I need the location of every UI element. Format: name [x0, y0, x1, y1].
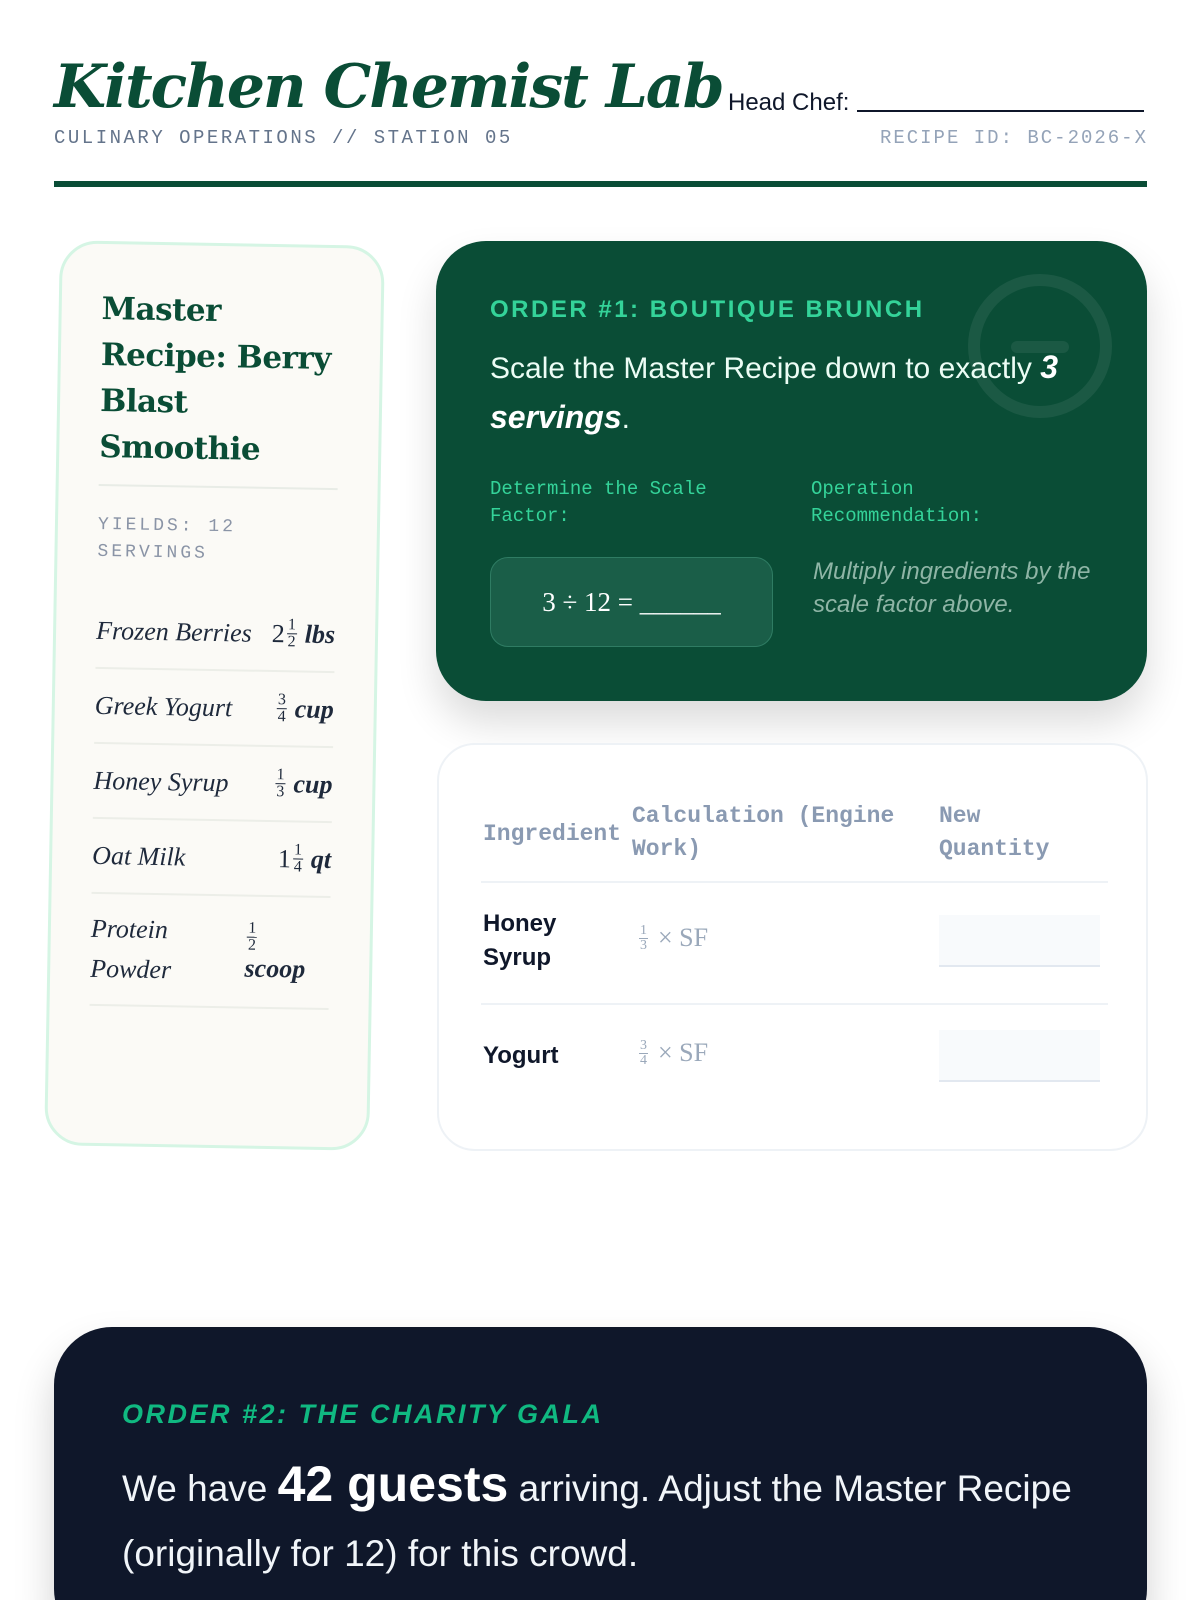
fraction-denominator: 2 [287, 633, 296, 651]
order-2-card [54, 1327, 1147, 1600]
table-row-ingredient: Yogurt [483, 1042, 559, 1069]
order-2-text-pre: We have [122, 1468, 278, 1509]
ingredient-quantity [273, 767, 333, 801]
quantity-unit: cup [294, 693, 335, 724]
scale-factor-label: Determine the Scale Factor: [490, 478, 707, 527]
order-2-text-post: arriving. Adjust the Master Recipe (originally for 12) for this crowd. [122, 1468, 1072, 1574]
quantity-fraction [247, 920, 258, 953]
master-recipe-title: Master Recipe: Berry Blast Smoothie [99, 290, 332, 468]
calculation-table [437, 743, 1148, 1151]
quantity-whole: 1 [277, 843, 292, 873]
quantity-unit: lbs [304, 619, 336, 649]
ingredient-row [95, 594, 335, 673]
order-1-text-post: . [621, 402, 630, 435]
new-quantity-input[interactable] [939, 915, 1100, 967]
fraction-numerator: 1 [276, 766, 285, 784]
quantity-unit: cup [293, 768, 333, 799]
head-chef-field [728, 89, 1144, 117]
fraction-numerator: 1 [293, 841, 303, 859]
table-header-divider [481, 881, 1108, 883]
head-chef-label: Head Chef: [728, 89, 850, 116]
ingredient-row [90, 894, 331, 1010]
master-recipe-yields: YIELDS: 12 SERVINGS [97, 514, 237, 564]
ingredient-list [90, 594, 336, 1010]
column-header-ingredient: Ingredient [483, 821, 622, 847]
table-row-divider [481, 1003, 1108, 1005]
fraction-denominator: 3 [640, 937, 647, 953]
ingredient-quantity [271, 617, 335, 651]
recipe-id: RECIPE ID: BC-2026-X [879, 127, 1148, 149]
ingredient-name: Greek Yogurt [94, 690, 233, 722]
table-row-calculation [637, 923, 708, 953]
calc-multiplier: × SF [658, 923, 709, 952]
order-1-target-servings: 3 servings [490, 349, 1059, 435]
ingredient-name: Oat Milk [91, 840, 186, 872]
table-row-ingredient: Honey Syrup [483, 910, 557, 971]
ingredient-name: Honey Syrup [93, 765, 229, 797]
quantity-fraction [286, 617, 297, 650]
order-1-instructions [490, 343, 1100, 443]
fraction-numerator: 1 [640, 922, 647, 938]
column-header-calculation: Calculation (Engine Work) [632, 803, 895, 862]
fraction-denominator: 4 [640, 1052, 647, 1068]
order-1-text-pre: Scale the Master Recipe down to exactly [490, 352, 1041, 385]
order-1-card [436, 241, 1147, 701]
operation-label: Operation Recommendation: [811, 478, 983, 527]
calc-fraction [639, 924, 648, 953]
order-2-label: ORDER #2: THE CHARITY GALA [122, 1399, 604, 1429]
quantity-fraction [293, 842, 304, 875]
table-row-calculation [637, 1038, 708, 1068]
ingredient-quantity [244, 920, 306, 984]
ingredient-row [94, 669, 334, 748]
new-quantity-input[interactable] [939, 1030, 1100, 1082]
fraction-numerator: 1 [248, 919, 257, 937]
fraction-denominator: 4 [277, 708, 286, 726]
order-2-guest-count: 42 guests [277, 1456, 509, 1512]
page-title: Kitchen Chemist Lab [54, 52, 723, 122]
fraction-denominator: 3 [276, 783, 285, 801]
header-divider [54, 181, 1147, 187]
ingredient-quantity [274, 692, 334, 726]
ingredient-row [92, 819, 332, 898]
head-chef-blank[interactable] [857, 110, 1144, 112]
fraction-numerator: 1 [287, 616, 297, 634]
fraction-denominator: 4 [293, 858, 302, 876]
calc-fraction [639, 1039, 648, 1068]
fraction-denominator: 2 [247, 936, 257, 954]
quantity-fraction [276, 692, 287, 725]
quantity-unit: scoop [244, 953, 306, 984]
quantity-unit: qt [310, 844, 332, 874]
page-subtitle: CULINARY OPERATIONS // STATION 05 [54, 127, 513, 149]
master-recipe-divider [99, 484, 338, 490]
order-1-label: ORDER #1: BOUTIQUE BRUNCH [490, 296, 925, 323]
column-header-new-quantity: New Quantity [939, 803, 1050, 862]
ingredient-row [93, 744, 333, 823]
order-2-instructions [122, 1452, 1102, 1586]
operation-recommendation: Multiply ingredients by the scale factor above. [813, 558, 1091, 618]
fraction-numerator: 3 [640, 1037, 647, 1053]
fraction-numerator: 3 [277, 691, 287, 709]
quantity-whole: 2 [271, 618, 286, 648]
scale-factor-input[interactable]: 3 ÷ 12 = ______ [490, 557, 773, 647]
quantity-fraction [275, 767, 286, 800]
master-recipe-card [44, 240, 385, 1151]
ingredient-name: Protein Powder [89, 913, 172, 985]
ingredient-quantity [278, 842, 332, 876]
ingredient-name: Frozen Berries [95, 615, 253, 648]
calc-multiplier: × SF [658, 1038, 709, 1067]
